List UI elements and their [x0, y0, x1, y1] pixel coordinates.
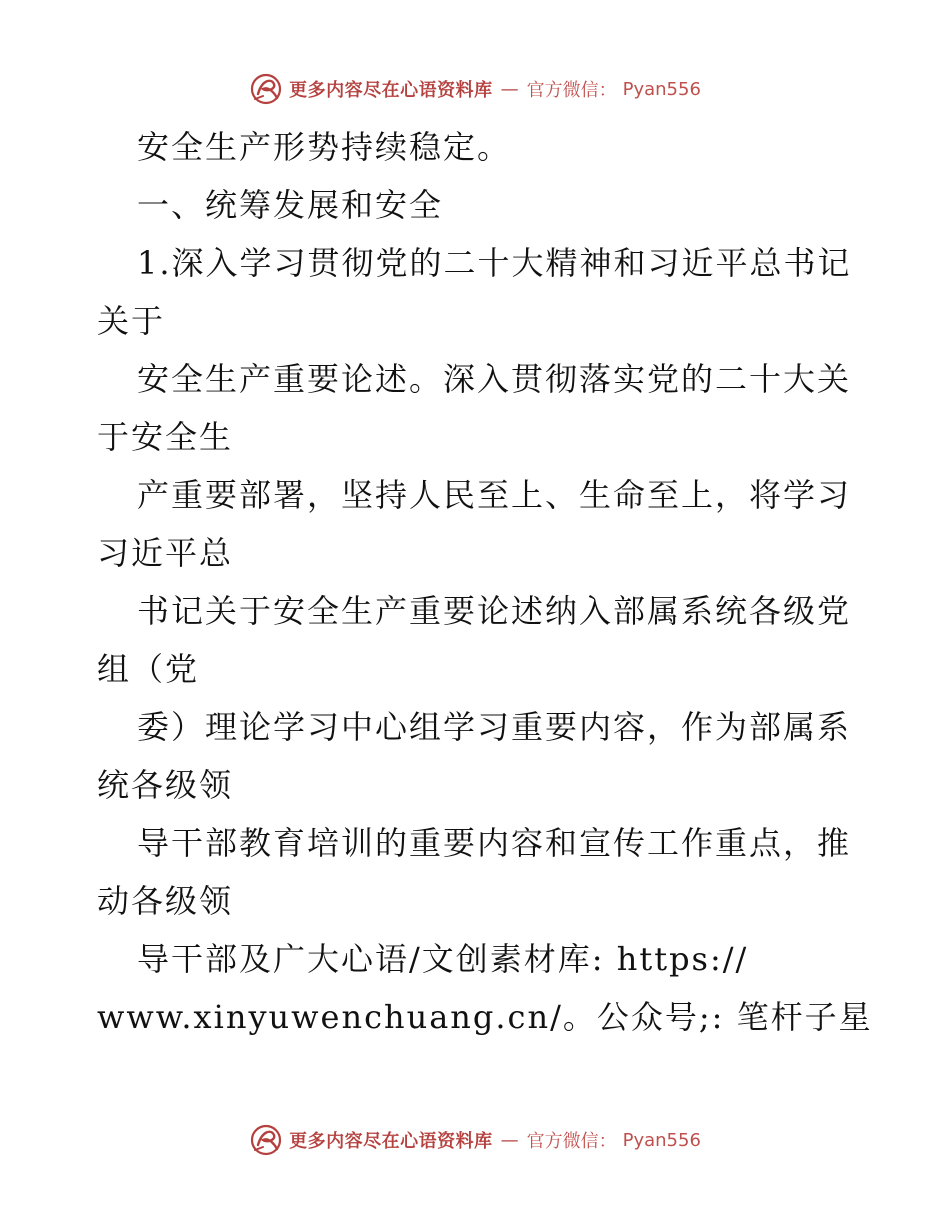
body-text-line: 动各级领 [97, 882, 234, 920]
body-text-line: 产重要部署，坚持人民至上、生命至上，将学习 [137, 476, 852, 514]
body-text-line: 1.深入学习贯彻党的二十大精神和习近平总书记 [137, 244, 852, 282]
footer-contact-label: 官方微信： [526, 1131, 617, 1152]
body-text-line: 委）理论学习中心组学习重要内容，作为部属系 [137, 708, 852, 746]
body-text-line: 书记关于安全生产重要论述纳入部属系统各级党 [137, 592, 852, 630]
footer-watermark [0, 1123, 950, 1157]
body-text-line: 习近平总 [97, 534, 234, 572]
signature-logo-icon [249, 1123, 283, 1157]
body-text-line: 一、统筹发展和安全 [137, 186, 444, 224]
body-text-line: 统各级领 [97, 766, 234, 804]
body-text-line: www.xinyuwenchuang.cn/。公众号;: 笔杆子星 [97, 998, 873, 1036]
document-body [97, 118, 873, 1046]
body-text-line: 导干部教育培训的重要内容和宣传工作重点，推 [137, 824, 852, 862]
body-text-line: 于安全生 [97, 418, 234, 456]
footer-dash: — [500, 1129, 519, 1151]
header-watermark [0, 72, 950, 106]
body-text-line: 安全生产重要论述。深入贯彻落实党的二十大关 [137, 360, 852, 398]
body-text-line: 关于 [97, 302, 166, 340]
body-text-line: 安全生产形势持续稳定。 [137, 128, 512, 166]
signature-logo-icon [249, 72, 283, 106]
header-contact-label: 官方微信： [526, 80, 617, 101]
body-text-line: 导干部及广大心语/文创素材库: https:// [137, 940, 749, 978]
header-brand-text: 更多内容尽在心语资料库 [289, 80, 493, 101]
header-wechat-id: Pyan556 [622, 78, 701, 100]
footer-wechat-id: Pyan556 [622, 1129, 701, 1151]
header-dash: — [500, 78, 519, 100]
body-text-line: 组（党 [97, 650, 200, 688]
footer-brand-text: 更多内容尽在心语资料库 [289, 1131, 493, 1152]
